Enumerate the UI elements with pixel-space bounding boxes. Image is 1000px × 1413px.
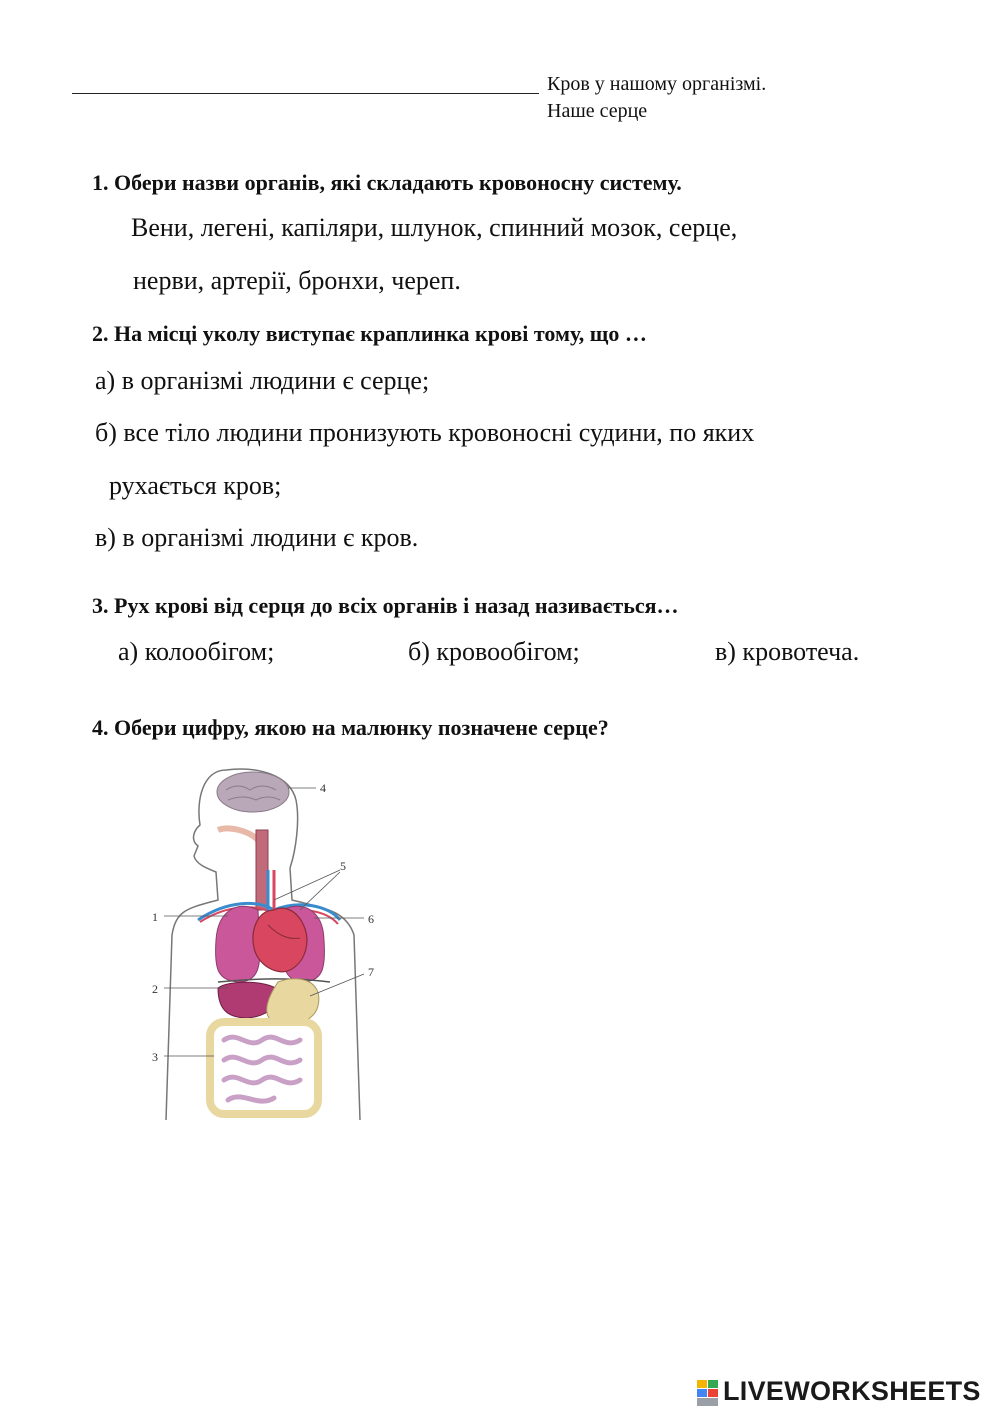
figure-label-1: 1 — [152, 910, 158, 924]
stomach — [267, 979, 319, 1025]
anatomy-figure — [78, 760, 468, 1130]
question-1-line-2: нерви, артерії, бронхи, череп. — [133, 266, 461, 295]
question-2-option-b: б) все тіло людини пронизують кровоносні судини, по яких — [95, 418, 755, 447]
question-1-line-1: Вени, легені, капіляри, шлунок, спинний мозок, серце, — [131, 213, 738, 242]
worksheet-subtitle: Наше серце — [547, 100, 648, 122]
logo-wordmark — [723, 1376, 981, 1407]
question-3-option-c: в) кровотеча. — [715, 637, 860, 666]
worksheet-title: Кров у нашому організмі. — [547, 73, 767, 95]
figure-label-3: 3 — [152, 1050, 158, 1064]
logo-worksheets: WORKSHEETS — [784, 1376, 981, 1406]
liveworksheets-logo — [697, 1374, 997, 1410]
name-blank-line — [72, 93, 539, 94]
question-2-option-c: в) в організмі людини є кров. — [95, 523, 419, 552]
figure-label-7: 7 — [368, 965, 374, 979]
question-3-title: 3. Рух крові від серця до всіх органів і назад називається… — [92, 593, 679, 618]
logo-live: LIVE — [723, 1376, 785, 1406]
question-1-title: 1. Обери назви органів, які складають кровоносну систему. — [92, 170, 682, 195]
trachea — [256, 830, 268, 910]
small-intestine — [224, 1037, 300, 1101]
question-3-option-a: а) колообігом; — [118, 637, 275, 666]
figure-label-6: 6 — [368, 912, 374, 926]
question-3-option-b: б) кровообігом; — [408, 637, 580, 666]
question-4-title: 4. Обери цифру, якою на малюнку позначене серце? — [92, 715, 609, 740]
figure-label-4: 4 — [320, 781, 326, 795]
heart — [253, 908, 307, 972]
question-2-option-a: а) в організмі людини є серце; — [95, 366, 430, 395]
brain — [217, 772, 289, 812]
figure-label-2: 2 — [152, 982, 158, 996]
question-2-option-b-cont: рухається кров; — [109, 471, 282, 500]
question-2-title: 2. На місці уколу виступає краплинка крові тому, що … — [92, 321, 647, 346]
liveworksheets-logo-icon — [697, 1380, 719, 1406]
figure-label-5: 5 — [340, 859, 346, 873]
